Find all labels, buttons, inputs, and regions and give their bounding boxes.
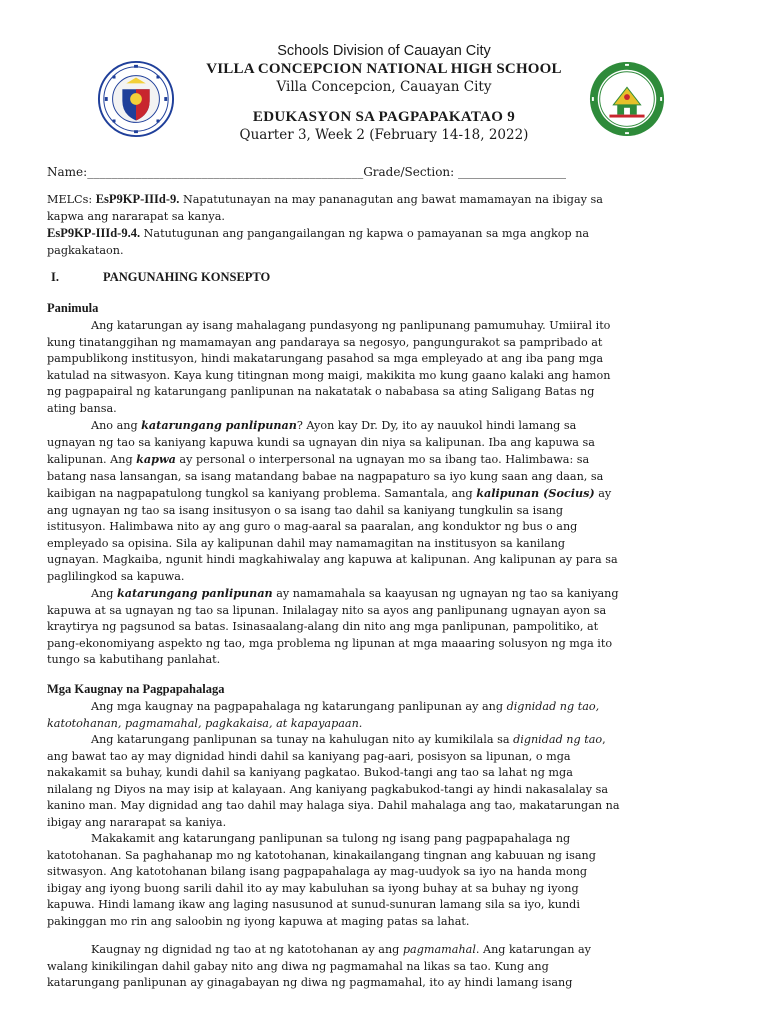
paragraph-line: nilalang ng Diyos na may isip at kalayaan. Ang kaniyang pagkabukod-tangi ay hindi nakasalalay sa <box>47 782 609 796</box>
paragraph-line <box>47 585 735 603</box>
paragraph-line: walang kinikilingan dahil gabay nito ang diwa ng pagmamahal na likas sa tao. Kung ang <box>47 959 549 973</box>
paragraph-line: Ang katarungan ay isang mahalagang pundasyong ng panlipunang pamumuhay. Umiiral ito <box>91 319 611 332</box>
paragraph-line: ating bansa. <box>47 401 117 415</box>
paragraph-line <box>47 699 735 716</box>
paragraph-line <box>47 451 735 469</box>
spacer <box>47 930 735 942</box>
section-heading <box>47 269 735 286</box>
paragraph-line: Makakamit ang katarungang panlipunan sa tulong ng isang pang pagpapahalaga ng <box>91 832 571 845</box>
grade-section-blank: __________________ <box>458 165 567 179</box>
paragraph-line: nakakamit sa buhay, kundi dahil sa kaniyang pagkatao. Bukod-tangi ang tao sa lahat ng mga <box>47 766 573 779</box>
melc-1-line-1 <box>47 191 735 209</box>
text-run: ay namamahala sa kaayusan ng ugnayan ng tao sa kaniyang <box>272 587 619 600</box>
emphasis-text: katarungang panlipunan <box>117 586 273 600</box>
paragraph-line: empleyado sa opisina. Sila ay kalipunan dahil may namamagitan na institusyon sa kanilang <box>47 536 566 550</box>
paragraph-line <box>47 732 735 749</box>
paragraph-line: batang nasa lansangan, sa isang matandang babae na nagpapaturo sa iyo kung saan ang daan, sa <box>47 469 604 483</box>
paragraph-line: katotohanan. Sa paghahanap mo ng katotohanan, kinakailangang tingnan ang kabuuan ng isang <box>47 848 596 862</box>
quarter-week: Quarter 3, Week 2 (February 14-18, 2022) <box>239 127 529 143</box>
text-run: Ang mga kaugnay na pagpapahalaga ng katarungang panlipunan ay ang <box>91 700 507 713</box>
paragraph-line: ng pagpapairal ng katarungang panlipunan na nakatatak o nababasa sa ating Saligang Batas ng <box>47 385 595 398</box>
text-run: ay <box>594 487 612 500</box>
kaugnay-heading: Mga Kaugnay na Pagpapahalaga <box>47 681 225 696</box>
paragraph-line: tungo sa kabutihang panlahat. <box>47 653 221 666</box>
text-run: Kaugnay ng dignidad ng tao at ng katotohanan ay ang <box>91 943 403 956</box>
italic-text: dignidad ng tao <box>513 733 603 746</box>
paragraph-line: katotohanan, pagmamahal, pagkakaisa, at kapayapaan. <box>47 716 363 730</box>
division-name: Schools Division of Cauayan City <box>277 43 491 59</box>
text-run: Ang katarungang panlipunan sa tunay na kahulugan nito ay kumikilala sa <box>91 733 514 746</box>
paragraph-line: katulad na sitwasyon. Kaya kung titingnan mong maigi, makikita mo kung gaano kalaki ang hamon <box>47 368 611 382</box>
name-label: Name: <box>47 165 88 179</box>
paragraph-line: ugnayan ng tao sa kaniyang kapuwa kundi sa ugnayan din niya sa kalipunan. Iba ang kapuwa sa <box>47 435 595 449</box>
school-name: VILLA CONCEPCION NATIONAL HIGH SCHOOL <box>206 61 562 77</box>
paragraph-line: ang ugnayan ng tao sa isang insitusyon o sa isang tao dahil sa kaniyang tungkulin sa isang <box>47 503 563 517</box>
paragraph-line: istitusyon. Halimbawa nito ay ang guro o mag-aaral sa paaralan, ang konduktor ng bus o ang <box>47 520 578 533</box>
paragraph-line: pakinggan mo rin ang saloobin ng iyong kapuwa at maging patas sa lahat. <box>47 914 470 928</box>
paragraph-line: ibigay ang iyong buong sarili dahil ito ay may kabuluhan sa iyong buhay at sa buhay ng iyong <box>47 881 579 895</box>
grade-section-label: Grade/Section: <box>363 165 455 179</box>
emphasis-text: katarungang panlipunan <box>141 418 297 432</box>
paragraph-line: kraytirya ng pagsunod sa batas. Isinasaalang-alang din nito ang mga panlipunan, pampolitiko, at <box>47 620 599 633</box>
melc-code-2: EsP9KP-IIId-9.4. <box>47 226 141 240</box>
text-run: Ang <box>91 587 118 600</box>
section-title: PANGUNAHING KONSEPTO <box>103 270 271 284</box>
subject-title: EDUKASYON SA PAGPAPAKATAO 9 <box>252 109 516 125</box>
melc-code-1: EsP9KP-IIId-9. <box>95 192 180 206</box>
paragraph-line: kapuwa at sa ugnayan ng tao sa lipunan. Inilalagay nito sa ayos ang panlipunang ugnayan ayon sa <box>47 603 607 617</box>
melcs-label: MELCs: <box>47 193 93 206</box>
paragraph-line: sitwasyon. Ang katotohanan bilang isang pagpapahalaga ay mag-uudyok sa iyo na handa mong <box>47 865 588 878</box>
melc-1-line-2: kapwa ang nararapat sa kanya. <box>47 209 225 223</box>
italic-text: pagmamahal <box>402 943 476 956</box>
paragraph-line <box>47 417 735 435</box>
text-run: ay personal o interpersonal na ugnayan mo sa ibang tao. Halimbawa: sa <box>175 453 590 466</box>
text-run: , <box>602 733 606 746</box>
paragraph-line: pampublikong institusyon, hindi makatarungang pasahod sa mga empleyado at ang iba pang mga <box>47 352 604 365</box>
paragraph-line: kung tinatanggihan ng mamamayan ang pandaraya sa negosyo, pangungurakot sa pampribado at <box>47 335 603 349</box>
document-body <box>47 163 735 992</box>
paragraph-line: katarungang panlipunan ay ginagabayan ng diwa ng pagmamahal, ito ay hindi lamang isang <box>47 976 573 989</box>
melc-2-line-2: pagkakataon. <box>47 243 124 257</box>
paragraph-line: ugnayan. Magkaiba, ngunit hindi magkahiwalay ang kapuwa at kalipunan. Ang kalipunan ay para sa <box>47 553 618 566</box>
paragraph-line: ibigay ang nararapat sa kaniya. <box>47 815 227 829</box>
paragraph-line: ang bawat tao ay may dignidad hindi dahil sa kaniyang pag-aari, posisyon sa lipunan, o mga <box>47 749 571 763</box>
emphasis-text: kalipunan (Socius) <box>476 486 595 500</box>
melc-2-line-1 <box>47 225 735 243</box>
paragraph-line: pang-ekonomiyang aspekto ng tao, mga problema ng lipunan at mga maaaring solusyon ng mga ito <box>47 636 613 650</box>
section-number: I. <box>51 270 59 284</box>
text-run: kalipunan. Ang <box>47 453 137 466</box>
name-grade-line <box>47 163 735 181</box>
document-header <box>0 42 768 145</box>
text-run: ? Ayon kay Dr. Dy, ito ay nauukol hindi lamang sa <box>296 419 577 432</box>
text-run: Ano ang <box>91 419 142 432</box>
text-run: kaibigan na nagpapatulong tungkol sa kaniyang problema. Samantala, ang <box>47 487 477 500</box>
paragraph-line <box>47 942 735 959</box>
emphasis-text: kapwa <box>136 452 176 466</box>
school-address: Villa Concepcion, Cauayan City <box>276 79 492 95</box>
paragraph-line: paglilingkod sa kapuwa. <box>47 569 185 583</box>
text-run: . Ang katarungan ay <box>475 943 591 956</box>
melc-text-2a: Natutugunan ang pangangailangan ng kapwa o pamayanan sa mga angkop na <box>140 227 590 240</box>
paragraph-line <box>47 485 735 503</box>
paragraph-line: kanino man. May dignidad ang tao dahil may halaga siya. Dahil mahalaga ang tao, makatarungan na <box>47 799 620 812</box>
italic-text: dignidad ng tao, <box>506 700 600 713</box>
spacer <box>47 669 735 681</box>
paragraph-line: kapuwa. Hindi lamang ikaw ang laging nasusunod at sunud-sunuran lamang sila sa iyo, kundi <box>47 898 580 911</box>
panimula-heading: Panimula <box>47 300 99 315</box>
name-blank: ______________________________________________ <box>87 165 364 179</box>
melc-text-1a: Napatutunayan na may pananagutan ang bawat mamamayan na ibigay sa <box>179 193 603 206</box>
